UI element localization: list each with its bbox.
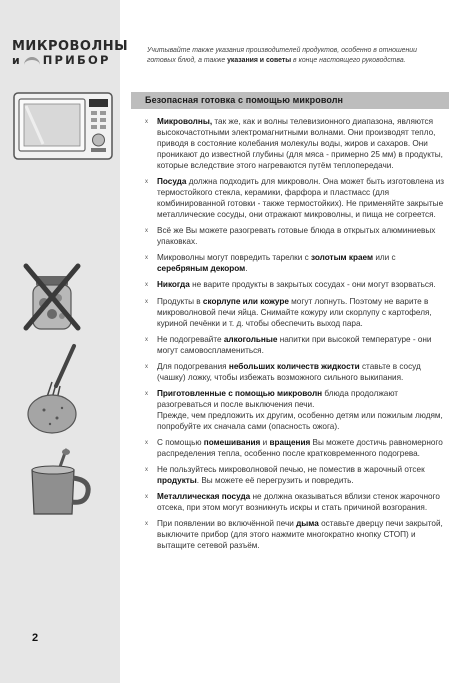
list-item: x Микроволны, так же, как и волны телевизионного диапазона, являются высокочастотными электромагнитными волнами. Они производят тепло, приводя в состояние колебания молекулы воды, жиров и сахаров. Они проникают до известной глубины (для мяса - примерно 25 мм) в продукты, которые вследствие этого нагреваются путём теплопередачи. [145,117,443,170]
closed-jar-crossed-icon [22,258,82,338]
brand-title [12,39,129,67]
list-item: x Посуда должна подходить для микроволн. Она может быть изготовлена из термостойкого стекла, керамики, фарфора и пластмасс (для комбинированной готовки - также термостойких). Не применяйте закрытые металлические сосуды, они отражают микроволны, и пища не согреется. [145,177,445,219]
list-item: x С помощью помешивания и вращения Вы можете достичь равномерного распределения тепла, особенно после кратковременного подогрева. [145,438,443,458]
list-item: x Не пользуйтесь микроволновой печью, не поместив в жарочный отсек продукты. Вы можете её перегрузить и повредить. [145,465,425,485]
bullet-icon: x [145,179,148,185]
section-title: Безопасная готовка с помощью микроволн [145,95,344,105]
bullet-icon: x [145,299,148,305]
section-header [131,92,449,109]
list-item: x Всё же Вы можете разогревать готовые блюда в открытых алюминиевых упаковках. [145,226,436,246]
bullet-icon: x [145,521,148,527]
list-item: x Никогда не варите продукты в закрытых сосудах - они могут взорваться. [145,280,436,289]
intro-note: Учитывайте также указания производителей продуктов, особенно в отношении готовых блюд, а также указания и советы в конце настоящего руководства. [147,47,417,64]
bullet-icon: x [145,364,148,370]
list-item: x При появлении во включённой печи дыма оставьте дверцу печи закрытой, выключите прибор (для этого нажмите многократно кнопку СТОП) и вытащите сетевой разъём. [145,519,443,550]
microwave-icon [13,92,113,160]
list-item: x Продукты в скорлупе или кожуре могут лопнуть. Поэтому не варите в микроволновой печи яйца. Снимайте кожуру или скорлупу с картофеля, куриной печёнки и т. д. чтобы обеспечить выход пара. [145,297,432,328]
page-number: 2 [32,632,39,644]
bullet-icon: x [145,228,148,234]
list-item: x Не подогревайте алкогольные напитки при высокой температуре - они могут самовоспламениться. [145,335,432,355]
potato-fork-icon [22,342,92,437]
list-item: x Для подогревания небольших количеств жидкости ставьте в сосуд (чашку) ложку, чтобы избежать возможного сильного выкипания. [145,362,421,382]
bullet-icon: x [145,282,148,288]
mug-spoon-icon [22,448,97,518]
list-item: x Металлическая посуда не должна оказываться вблизи стенок жарочного отсека, при этом могут возникнуть искры и стать причиной возгорания. [145,492,440,512]
left-sidebar [0,0,129,683]
safety-list [145,116,445,556]
intro-bold: указания и советы [227,57,292,64]
list-item: x Микроволны могут повредить тарелки с золотым краем или с серебряным декором. [145,253,396,273]
bullet-icon: x [145,119,148,125]
bullet-icon: x [145,337,148,343]
bullet-icon: x [145,440,148,446]
bullet-icon: x [145,494,148,500]
brand-line1: МИКРОВОЛНЫ [12,39,129,54]
brand-and: и [12,54,20,67]
swoosh-icon [24,57,40,65]
brand-line2: ПРИБОР [42,53,111,67]
bullet-icon: x [145,255,148,261]
bullet-icon: x [145,391,148,397]
bullet-icon: x [145,467,148,473]
list-item: x Приготовленные с помощью микроволн блюда продолжают разогреваться и после выключения печи. Прежде, чем предложить их другим, особенно детям или пожилым людям, попробуйте их сначала сами (опасность ожога). [145,389,443,431]
